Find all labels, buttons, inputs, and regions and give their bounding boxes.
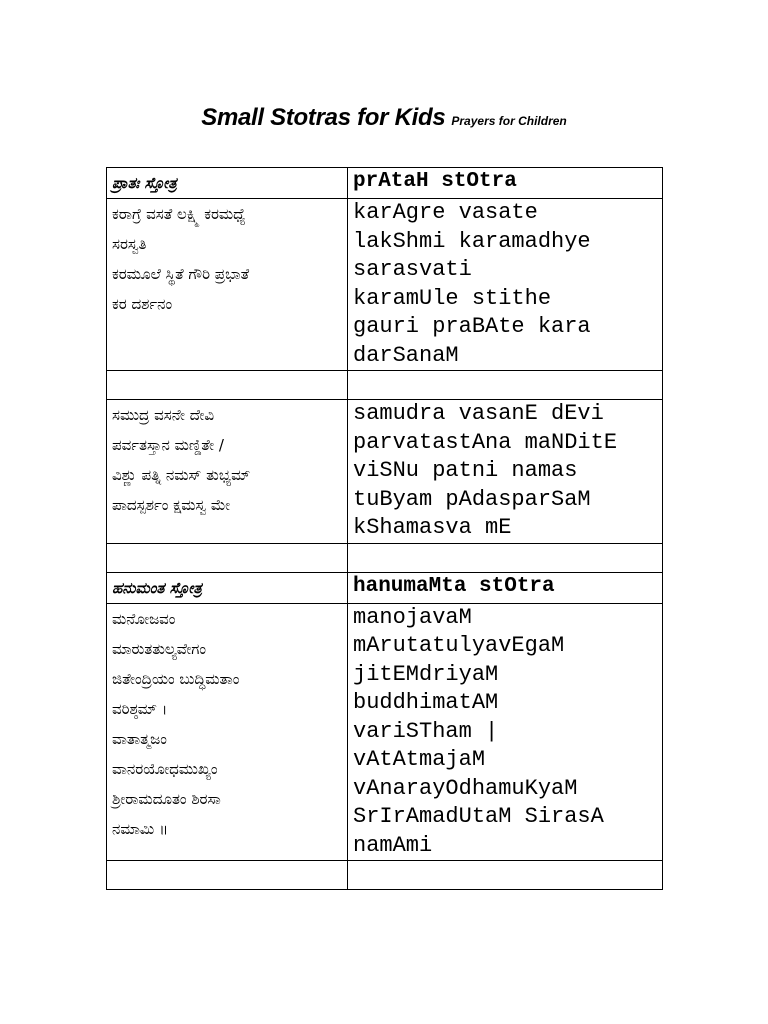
- verse-transliteration-line: namAmi: [353, 832, 433, 858]
- verse-kannada-line: ಪಾದಸ್ಪರ್ಶಂ ಕ್ಷಮಸ್ವ ಮೇ: [112, 496, 231, 514]
- verse-kannada-line: ಮನೋಜವಂ: [112, 609, 176, 628]
- section-heading-transliteration: hanumaMta stOtra: [348, 572, 663, 603]
- verse-transliteration-line: manojavaM: [353, 604, 472, 630]
- verse-transliteration-cell: [348, 400, 663, 544]
- blank-row: [107, 371, 663, 400]
- verse-kannada-line: ಜಿತೇಂದ್ರಿಯಂ ಬುದ್ಧಿಮತಾಂ: [112, 669, 240, 688]
- verse-kannada-line: ಸರಸ್ವತಿ: [112, 235, 147, 253]
- verse-kannada-line: ವಿಶ್ಣು ಪತ್ನಿ ನಮಸ್ ತುಭ್ಯಮ್: [112, 466, 251, 484]
- section-heading-transliteration: prAtaH stOtra: [348, 168, 663, 199]
- section-heading-row: [107, 572, 663, 603]
- verse-transliteration-line: tuByam pAdasparSaM: [353, 486, 591, 512]
- verse-transliteration-cell: [348, 199, 663, 371]
- verse-kannada-cell: [107, 400, 348, 544]
- verse-kannada-line: ಕರ ದರ್ಶನಂ: [112, 295, 173, 313]
- empty-cell: [107, 861, 348, 890]
- verse-row: [107, 199, 663, 371]
- verse-transliteration-line: viSNu patni namas: [353, 458, 578, 483]
- verse-kannada-line: ವಾತಾತ್ಮಜಂ: [112, 729, 167, 748]
- verse-transliteration-cell: [348, 603, 663, 861]
- verse-kannada-line: ಸಮುದ್ರ ವಸನೇ ದೇವಿ: [112, 406, 215, 424]
- verse-transliteration-line: SrIrAmadUtaM SirasA: [353, 804, 604, 829]
- verse-transliteration-line: buddhimatAM: [353, 690, 499, 715]
- verse-transliteration-line: jitEMdriyaM: [353, 661, 499, 687]
- verse-transliteration-line: vAnarayOdhamuKyaM: [353, 775, 578, 801]
- verse-transliteration-line: vAtAtmajaM: [353, 747, 486, 772]
- verse-transliteration-line: variSTham |: [353, 718, 499, 744]
- verse-row: [107, 603, 663, 861]
- verse-transliteration-line: sarasvati: [353, 257, 472, 282]
- verse-transliteration-line: mArutatulyavEgaM: [353, 633, 565, 658]
- verse-transliteration-line: gauri praBAte kara: [353, 314, 591, 339]
- verse-kannada-cell: [107, 603, 348, 861]
- verse-kannada-cell: [107, 199, 348, 371]
- verse-kannada-line: ವರಿಶ್ಠಮ್ ।: [112, 699, 168, 718]
- empty-cell: [348, 861, 663, 890]
- verse-transliteration-line: samudra vasanE dEvi: [353, 401, 604, 426]
- empty-cell: [348, 543, 663, 572]
- document-subtitle: Prayers for Children: [451, 114, 567, 128]
- document-title: Small Stotras for Kids: [201, 104, 446, 131]
- empty-cell: [107, 543, 348, 572]
- section-heading-kannada: ಹನುಮಂತ ಸ್ತೋತ್ರ: [107, 572, 348, 603]
- verse-transliteration-line: kShamasva mE: [353, 515, 512, 540]
- verse-row: [107, 400, 663, 544]
- section-heading-kannada: ಪ್ರಾತಃ ಸ್ತೋತ್ರ: [107, 168, 348, 199]
- verse-transliteration-line: darSanaM: [353, 342, 459, 368]
- verse-transliteration-line: karamUle stithe: [353, 285, 552, 311]
- verse-kannada-line: ಪರ್ವತಸ್ತಾನ ಮಣ್ಡಿತೇ /: [112, 436, 224, 454]
- empty-cell: [107, 371, 348, 400]
- verse-kannada-line: ಕರಮೂಲೆ ಸ್ಥಿತೆ ಗೌರಿ ಪ್ರಭಾತೆ: [112, 265, 250, 283]
- blank-row: [107, 861, 663, 890]
- stotra-table: [106, 167, 663, 890]
- verse-kannada-line: ಮಾರುತತುಲ್ಯವೇಗಂ: [112, 639, 207, 658]
- blank-row: [107, 543, 663, 572]
- verse-transliteration-line: parvatastAna maNDitE: [353, 429, 618, 455]
- verse-kannada-line: ವಾನರಯೋಧಮುಖ್ಯಂ: [112, 759, 218, 778]
- empty-cell: [348, 371, 663, 400]
- verse-kannada-line: ಕರಾಗ್ರೆ ವಸತೆ ಲಕ್ಷ್ಮಿ ಕರಮಧ್ಯೆ: [112, 205, 246, 223]
- section-heading-row: [107, 168, 663, 199]
- verse-transliteration-line: karAgre vasate: [353, 200, 538, 225]
- document-title-block: [0, 104, 768, 132]
- verse-kannada-line: ಶ್ರೀರಾಮದೂತಂ ಶಿರಸಾ: [112, 789, 221, 808]
- verse-transliteration-line: lakShmi karamadhye: [353, 228, 591, 254]
- verse-kannada-line: ನಮಾಮಿ ॥: [112, 819, 169, 838]
